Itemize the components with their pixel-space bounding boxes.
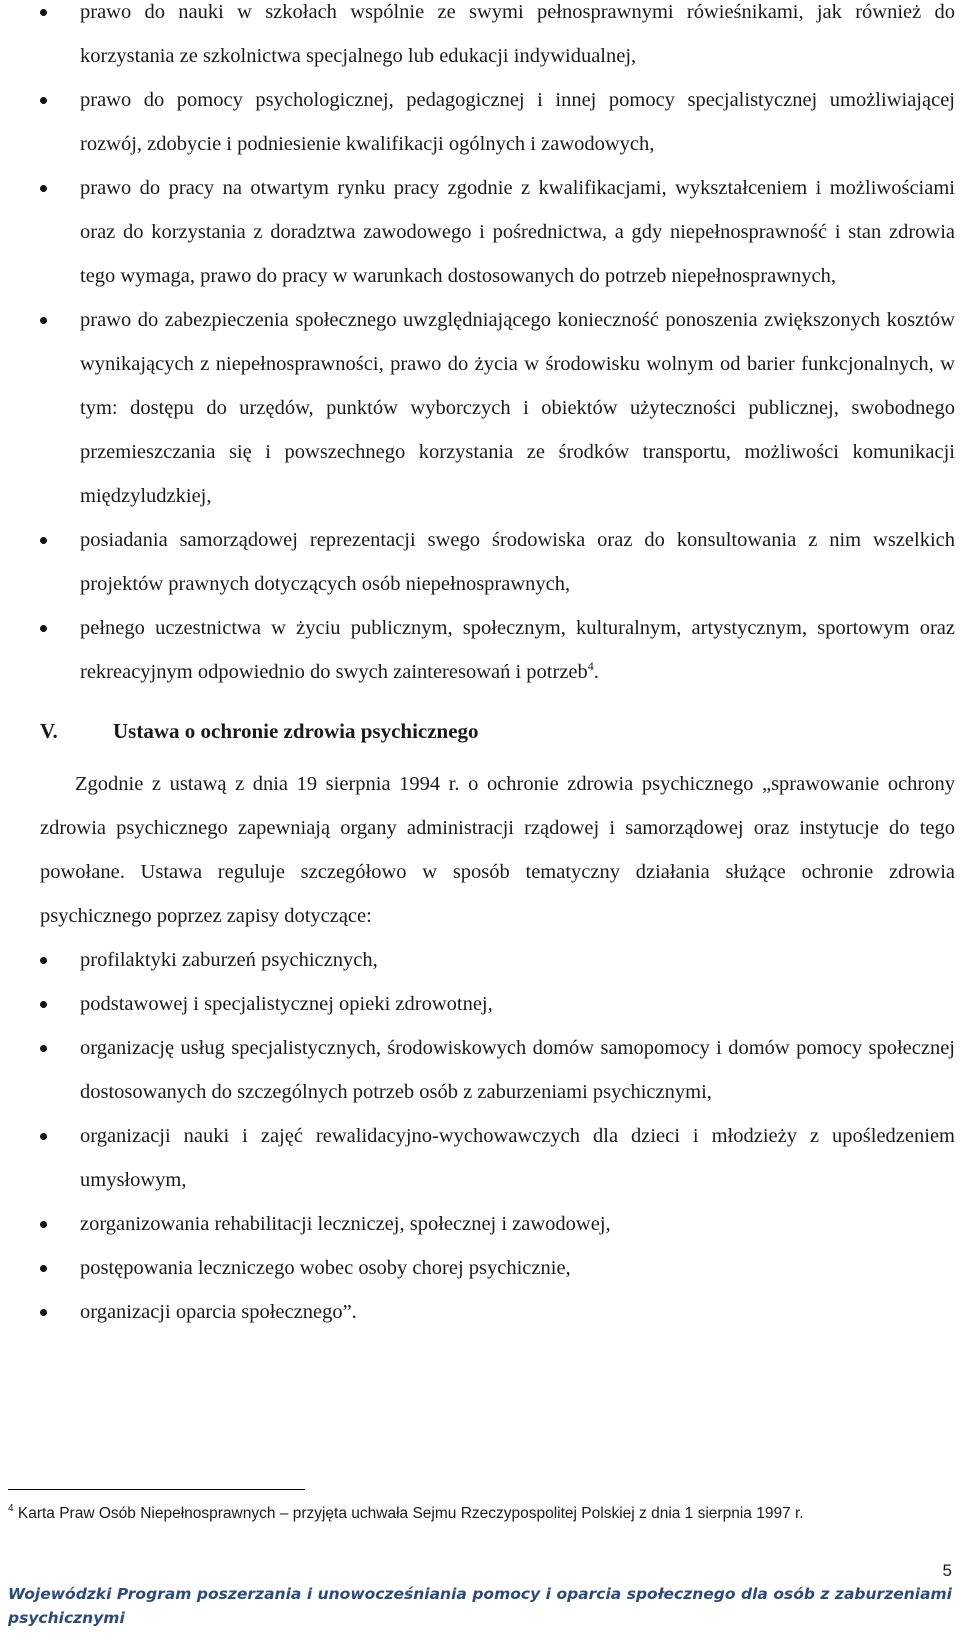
list-item <box>40 606 955 694</box>
section-number: V. <box>40 719 58 743</box>
list-item <box>40 1246 955 1290</box>
list-item-text: profilaktyki zaburzeń psychicznych, <box>80 949 378 971</box>
bullet-icon <box>40 957 47 964</box>
list-item <box>40 166 955 298</box>
list-item <box>40 1202 955 1246</box>
list-item <box>40 982 955 1026</box>
section-paragraph: Zgodnie z ustawą z dnia 19 sierpnia 1994 r. o ochronie zdrowia psychicznego „sprawowanie ochrony zdrowia psychicznego zapewniają organy administracji rządowej i samorządowej oraz instytucje do tego powołane. Ustawa reguluje szczegółowo w sposób tematyczny działania służące ochronie zdrowia psychicznego poprzez zapisy dotyczące: <box>40 773 955 927</box>
section-heading <box>40 716 955 746</box>
list-item <box>40 1026 955 1114</box>
bullet-icon <box>40 1133 47 1140</box>
bullet-icon <box>40 625 47 632</box>
bullet-icon <box>40 537 47 544</box>
main-content <box>40 0 955 1334</box>
list-item <box>40 1290 955 1334</box>
bullet-icon <box>40 1265 47 1272</box>
topics-list <box>40 938 955 1334</box>
list-item-text: organizację usług specjalistycznych, środowiskowych domów samopomocy i domów pomocy społecznej dostosowanych do szczególnych potrzeb osób z zaburzeniami psychicznymi, <box>80 1037 955 1103</box>
list-item <box>40 0 955 78</box>
bullet-icon <box>40 185 47 192</box>
list-item-text: prawo do nauki w szkołach wspólnie ze swymi pełnosprawnymi rówieśnikami, jak również do korzystania ze szkolnictwa specjalnego lub edukacji indywidualnej, <box>80 1 955 67</box>
bullet-icon <box>40 9 47 16</box>
list-item-text: prawo do pracy na otwartym rynku pracy zgodnie z kwalifikacjami, wykształceniem i możliwościami oraz do korzystania z doradztwa zawodowego i pośrednictwa, a gdy niepełnosprawność i stan zdrowia tego wymaga, prawo do pracy w warunkach dostosowanych do potrzeb niepełnosprawnych, <box>80 177 955 287</box>
list-item <box>40 298 955 518</box>
bullet-icon <box>40 317 47 324</box>
bullet-icon <box>40 1221 47 1228</box>
footnote <box>8 1500 948 1528</box>
list-item-text: zorganizowania rehabilitacji leczniczej, społecznej i zawodowej, <box>80 1213 611 1235</box>
list-item <box>40 78 955 166</box>
bullet-icon <box>40 1001 47 1008</box>
list-item-text: organizacji nauki i zajęć rewalidacyjno-wychowawczych dla dzieci i młodzieży z upośledzeniem umysłowym, <box>80 1125 955 1191</box>
list-item-end: . <box>593 661 599 683</box>
list-item-text: organizacji oparcia społecznego”. <box>80 1301 357 1323</box>
bullet-icon <box>40 1045 47 1052</box>
list-item-text: postępowania leczniczego wobec osoby chorej psychicznie, <box>80 1257 571 1279</box>
list-item-text: prawo do zabezpieczenia społecznego uwzględniającego konieczność ponoszenia zwiększonych kosztów wynikających z niepełnosprawności, prawo do życia w środowisku wolnym od barier funkcjonalnych, w tym: dostępu do urzędów, punktów wyborczych i obiektów użyteczności publicznej, swobodnego przemieszczania się i powszechnego korzystania ze środków transportu, możliwości komunikacji międzyludzkiej, <box>80 309 955 507</box>
page-footer: Wojewódzki Program poszerzania i unowocześniania pomocy i oparcia społecznego dla osób z zaburzeniami psychicznymi <box>8 1585 952 1627</box>
list-item-text: posiadania samorządowej reprezentacji swego środowiska oraz do konsultowania z nim wszelkich projektów prawnych dotyczących osób niepełnosprawnych, <box>80 529 955 595</box>
list-item <box>40 1114 955 1202</box>
list-item <box>40 518 955 606</box>
footnote-text: Karta Praw Osób Niepełnosprawnych – przyjęta uchwała Sejmu Rzeczypospolitej Polskiej z dnia 1 sierpnia 1997 r. <box>13 1505 804 1522</box>
rights-list <box>40 0 955 694</box>
list-item-text: prawo do pomocy psychologicznej, pedagogicznej i innej pomocy specjalistycznej umożliwiającej rozwój, zdobycie i podniesienie kwalifikacji ogólnych i zawodowych, <box>80 89 955 155</box>
list-item-text: pełnego uczestnictwa w życiu publicznym, społecznym, kulturalnym, artystycznym, sportowym oraz rekreacyjnym odpowiednio do swych zainteresowań i potrzeb <box>80 617 955 683</box>
footnote-ref: 4 <box>587 659 594 673</box>
list-item <box>40 938 955 982</box>
bullet-icon <box>40 97 47 104</box>
bullet-icon <box>40 1309 47 1316</box>
list-item-text: podstawowej i specjalistycznej opieki zdrowotnej, <box>80 993 493 1015</box>
section-title: Ustawa o ochronie zdrowia psychicznego <box>113 719 479 743</box>
page-number: 5 <box>942 1561 952 1580</box>
footnote-divider <box>8 1489 305 1490</box>
footnote-marker: 4 <box>8 1503 14 1514</box>
